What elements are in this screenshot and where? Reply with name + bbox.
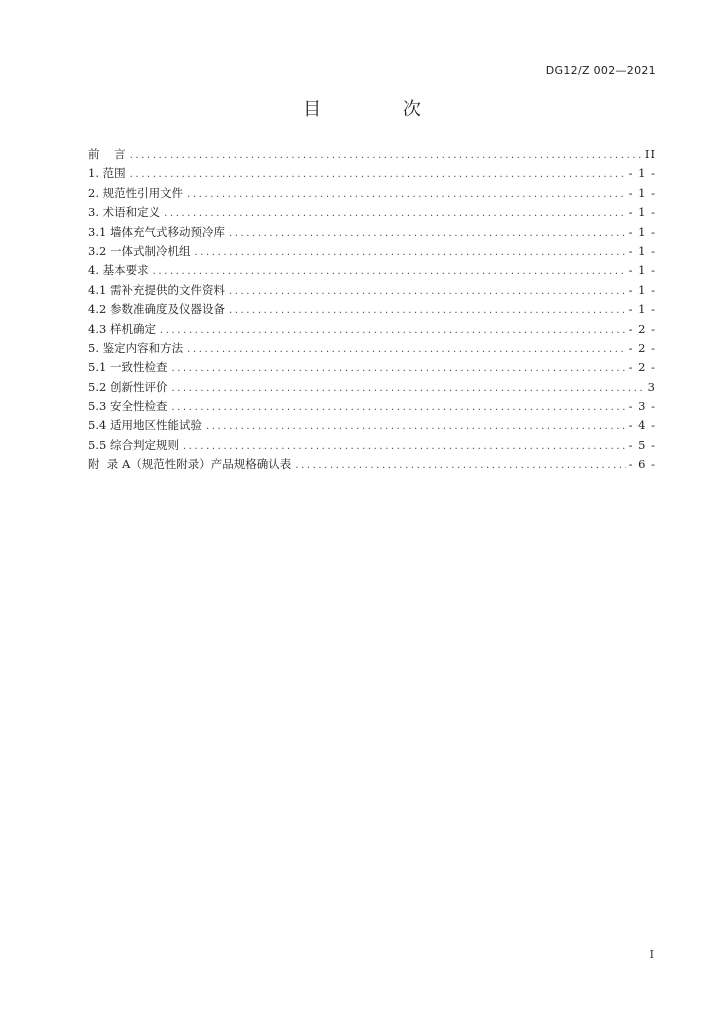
toc-entry-label: 4. 基本要求 xyxy=(88,263,149,278)
toc-entry-3-1[interactable] xyxy=(88,223,656,242)
toc-dot-leader xyxy=(130,146,642,165)
toc-entry-page: - 1 - xyxy=(628,282,656,297)
toc-entry-label: 5.5 综合判定规则 xyxy=(88,437,179,452)
document-code: DG12/Z 002—2021 xyxy=(545,64,656,77)
toc-entry-label: 附 录 A（规范性附录）产品规格确认表 xyxy=(88,457,292,472)
toc-entry-label: 5.1 一致性检查 xyxy=(88,360,168,375)
toc-entry-label: 5. 鉴定内容和方法 xyxy=(88,340,184,355)
toc-dot-leader xyxy=(229,301,626,320)
toc-dot-leader xyxy=(229,224,626,243)
toc-entry-4-2[interactable] xyxy=(88,300,656,319)
toc-entry-label: 2. 规范性引用文件 xyxy=(88,185,184,200)
toc-dot-leader xyxy=(153,262,626,281)
toc-entry-label: 5.3 安全性检查 xyxy=(88,399,168,414)
page-number: I xyxy=(649,948,654,961)
toc-dot-leader xyxy=(164,204,625,223)
toc-entry-3-2[interactable] xyxy=(88,242,656,261)
toc-entry-label: 3. 术语和定义 xyxy=(88,205,161,220)
toc-dot-leader xyxy=(194,243,625,262)
toc-dot-leader xyxy=(187,340,625,359)
toc-entry-5-1[interactable] xyxy=(88,358,656,377)
toc-entry-page: - 1 - xyxy=(628,205,656,220)
toc-entry-4-3[interactable] xyxy=(88,320,656,339)
toc-entry-page: - 6 - xyxy=(628,457,656,472)
toc-entry-label: 4.3 样机确定 xyxy=(88,321,156,336)
page-title: 目 次 xyxy=(303,99,459,120)
toc-dot-leader xyxy=(206,417,626,436)
toc-entry-label: 3.2 一体式制冷机组 xyxy=(88,243,191,258)
toc-entry-foreword[interactable] xyxy=(88,145,656,164)
toc-dot-leader xyxy=(171,359,625,378)
toc-entry-5-2[interactable] xyxy=(88,378,656,397)
toc-entry-label: 1. 范围 xyxy=(88,166,126,181)
toc-entry-page: II xyxy=(644,147,656,161)
toc-entry-page: - 1 - xyxy=(628,185,656,200)
toc-dot-leader xyxy=(187,185,625,204)
toc-entry-page: - 2 - xyxy=(628,360,656,375)
toc-entry-label: 4.2 参数准确度及仪器设备 xyxy=(88,302,225,317)
toc-entry-label: 前 言 xyxy=(88,147,126,161)
toc-entry-4-1[interactable] xyxy=(88,281,656,300)
toc-entry-appraisal-content[interactable] xyxy=(88,339,656,358)
toc-dot-leader xyxy=(171,379,644,398)
toc-entry-scope[interactable] xyxy=(88,164,656,183)
toc-entry-page: 3 xyxy=(647,379,656,394)
toc-entry-5-4[interactable] xyxy=(88,416,656,435)
toc-entry-appendix-a[interactable] xyxy=(88,455,656,474)
toc-entry-page: - 1 - xyxy=(628,302,656,317)
toc-dot-leader xyxy=(295,456,625,475)
toc-dot-leader xyxy=(171,398,625,417)
toc-dot-leader xyxy=(183,437,626,456)
toc-entry-label: 3.1 墙体充气式移动预冷库 xyxy=(88,224,225,239)
toc-entry-normative-references[interactable] xyxy=(88,184,656,203)
toc-entry-page: - 1 - xyxy=(628,166,656,181)
toc-entry-page: - 1 - xyxy=(628,224,656,239)
toc-entry-label: 5.4 适用地区性能试验 xyxy=(88,418,202,433)
toc-entry-label: 5.2 创新性评价 xyxy=(88,379,168,394)
table-of-contents xyxy=(88,145,656,475)
toc-entry-basic-requirements[interactable] xyxy=(88,261,656,280)
toc-dot-leader xyxy=(130,165,626,184)
toc-entry-page: - 1 - xyxy=(628,243,656,258)
toc-entry-page: - 2 - xyxy=(628,321,656,336)
toc-entry-page: - 3 - xyxy=(628,399,656,414)
toc-entry-5-5[interactable] xyxy=(88,436,656,455)
toc-entry-5-3[interactable] xyxy=(88,397,656,416)
toc-dot-leader xyxy=(229,282,626,301)
toc-entry-page: - 1 - xyxy=(628,263,656,278)
toc-entry-label: 4.1 需补充提供的文件资料 xyxy=(88,282,225,297)
toc-entry-page: - 2 - xyxy=(628,340,656,355)
toc-entry-page: - 5 - xyxy=(628,437,656,452)
toc-entry-page: - 4 - xyxy=(628,418,656,433)
toc-entry-terms-definitions[interactable] xyxy=(88,203,656,222)
toc-dot-leader xyxy=(160,321,626,340)
